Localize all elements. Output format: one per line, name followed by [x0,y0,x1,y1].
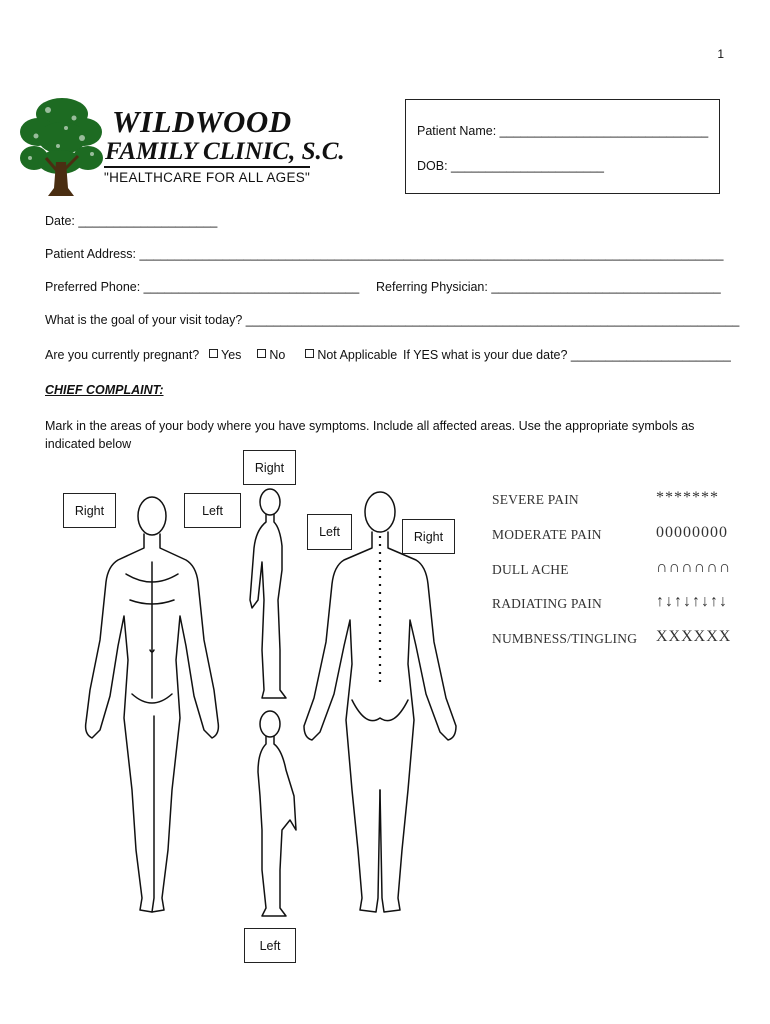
yes-label: Yes [221,348,242,362]
body-diagram-instructions: Mark in the areas of your body where you have symptoms. Include all affected areas. Use the appropriate symbols as indicated below [45,419,695,451]
legend-symbol: 00000000 [656,524,728,541]
dob-field[interactable]: DOB: ______________________ [417,159,604,173]
pregnant-question [45,348,397,362]
back-right-label: Right [402,519,455,554]
patient-name-field[interactable]: Patient Name: ______________________________ [417,124,709,138]
side-body-figure-bottom [258,711,296,916]
back-body-figure [304,492,456,912]
visit-goal-field[interactable]: What is the goal of your visit today? _______________________________________________________________________ [45,313,740,327]
legend-row-severe [492,489,722,514]
physician-field[interactable]: Referring Physician: _________________________________ [376,280,721,294]
legend-row-moderate [492,524,728,549]
legend-name: DULL ACHE [492,562,569,577]
legend-row-radiating [492,593,728,618]
clinic-subtitle: FAMILY CLINIC, S.C. [105,138,345,165]
pregnant-label: Are you currently pregnant? [45,348,200,362]
yes-checkbox[interactable] [209,349,218,358]
back-left-label: Left [307,514,352,550]
address-field[interactable]: Patient Address: ____________________________________________________________________________________ [45,247,724,261]
clinic-tagline: "HEALTHCARE FOR ALL AGES" [104,170,311,185]
chief-complaint-heading: CHIEF COMPLAINT: [45,383,164,397]
date-field[interactable]: Date: ____________________ [45,214,218,228]
phone-field[interactable]: Preferred Phone: _______________________________ [45,280,360,294]
legend-row-dull-ache [492,559,732,584]
na-label: Not Applicable [317,348,398,362]
side-top-right-label: Right [243,450,296,485]
na-checkbox[interactable] [305,349,314,358]
clinic-name: WILDWOOD [112,104,292,139]
front-left-label: Left [184,493,241,528]
tree-logo-icon [18,92,104,198]
page-number: 1 [717,47,724,61]
legend-row-numbness [492,628,732,653]
no-checkbox[interactable] [257,349,266,358]
side-bottom-left-label: Left [244,928,296,963]
no-label: No [269,348,286,362]
front-body-figure [86,497,219,912]
legend-symbol: ******* [656,489,719,506]
legend-symbol: ∩∩∩∩∩∩ [656,559,732,576]
legend-name: NUMBNESS/TINGLING [492,631,638,646]
logo-divider [104,166,310,168]
patient-info-box [405,99,720,194]
front-right-label: Right [63,493,116,528]
legend-symbol: XXXXXX [656,628,732,645]
side-body-figure-top [250,489,286,698]
legend-name: RADIATING PAIN [492,596,602,611]
legend-symbol: ↑↓↑↓↑↓↑↓ [656,593,728,610]
legend-name: MODERATE PAIN [492,527,602,542]
legend-name: SEVERE PAIN [492,492,579,507]
due-date-field[interactable]: If YES what is your due date? _______________________ [403,348,731,362]
